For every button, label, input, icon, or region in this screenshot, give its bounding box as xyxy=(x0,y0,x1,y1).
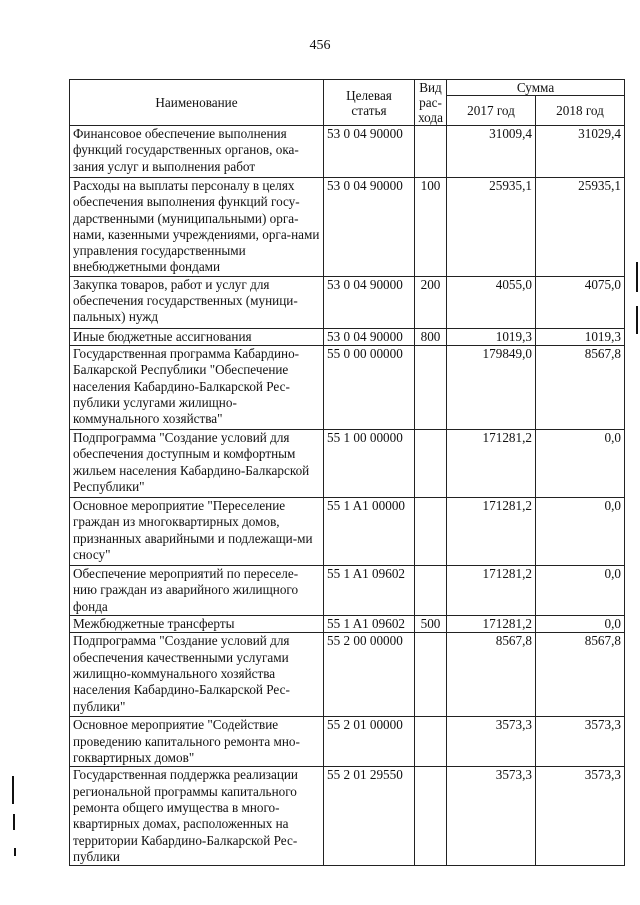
row-name-cell: Расходы на выплаты персоналу в целях обеспечения выполнения функций госу-дарственными (муниципальными) орга-нами, казенными учреждениями, орга-нами управления государственными внебюджетными фондами xyxy=(70,178,324,277)
row-sum-2018-cell: 0,0 xyxy=(536,566,625,616)
row-expense-type-cell: 200 xyxy=(415,276,447,328)
row-sum-2018-cell: 3573,3 xyxy=(536,717,625,767)
row-target-code-cell: 53 0 04 90000 xyxy=(324,178,415,277)
row-name-cell: Основное мероприятие "Переселение граждан из многоквартирных домов, признанных аварийными и подлежащи-ми сносу" xyxy=(70,498,324,566)
row-expense-type-cell: 100 xyxy=(415,178,447,277)
scan-mark-right-2 xyxy=(636,306,638,334)
table-row xyxy=(70,717,625,767)
row-sum-2018-cell: 8567,8 xyxy=(536,346,625,430)
row-sum-2017-cell: 179849,0 xyxy=(447,346,536,430)
row-name-cell: Обеспечение мероприятий по переселе-нию граждан из аварийного жилищного фонда xyxy=(70,566,324,616)
scan-mark-left-2 xyxy=(13,814,15,830)
row-target-code-cell: 55 2 00 00000 xyxy=(324,633,415,717)
row-sum-2017-cell: 31009,4 xyxy=(447,126,536,178)
row-sum-2018-cell: 31029,4 xyxy=(536,126,625,178)
row-target-code-cell: 53 0 04 90000 xyxy=(324,276,415,328)
row-sum-2017-cell: 4055,0 xyxy=(447,276,536,328)
row-target-code-cell: 55 1 00 00000 xyxy=(324,430,415,498)
row-target-code-cell: 55 2 01 00000 xyxy=(324,717,415,767)
header-year-2017: 2017 год xyxy=(447,96,536,126)
header-name: Наименование xyxy=(70,80,324,126)
row-expense-type-cell: 800 xyxy=(415,328,447,345)
row-sum-2017-cell: 25935,1 xyxy=(447,178,536,277)
table-row xyxy=(70,767,625,866)
row-name-cell: Закупка товаров, работ и услуг для обеспечения государственных (муници-пальных) нужд xyxy=(70,276,324,328)
table-row xyxy=(70,430,625,498)
row-name-cell: Государственная поддержка реализации региональной программы капитального ремонта общего имущества в много-квартирных домах, расположенных на территории Кабардино-Балкарской Рес-публики xyxy=(70,767,324,866)
header-vid: Вид рас-хода xyxy=(415,80,447,126)
row-sum-2018-cell: 25935,1 xyxy=(536,178,625,277)
row-sum-2017-cell: 8567,8 xyxy=(447,633,536,717)
row-sum-2017-cell: 171281,2 xyxy=(447,566,536,616)
row-name-cell: Государственная программа Кабардино-Балкарской Республики "Обеспечение населения Кабардино-Балкарской Рес-публики услугами жилищно-коммунального хозяйства" xyxy=(70,346,324,430)
row-target-code-cell: 55 0 00 00000 xyxy=(324,346,415,430)
table-body xyxy=(70,126,625,866)
row-sum-2017-cell: 171281,2 xyxy=(447,616,536,633)
row-expense-type-cell xyxy=(415,430,447,498)
row-name-cell: Подпрограмма "Создание условий для обеспечения доступным и комфортным жильем населения Кабардино-Балкарской Республики" xyxy=(70,430,324,498)
row-expense-type-cell xyxy=(415,126,447,178)
table-row xyxy=(70,633,625,717)
header-target: Целевая статья xyxy=(324,80,415,126)
row-sum-2018-cell: 8567,8 xyxy=(536,633,625,717)
row-expense-type-cell: 500 xyxy=(415,616,447,633)
budget-table xyxy=(69,79,625,866)
scan-mark-right xyxy=(636,262,638,292)
row-sum-2018-cell: 0,0 xyxy=(536,498,625,566)
row-target-code-cell: 55 1 A1 00000 xyxy=(324,498,415,566)
table-row xyxy=(70,126,625,178)
table-row xyxy=(70,328,625,345)
row-target-code-cell: 55 1 A1 09602 xyxy=(324,616,415,633)
scan-mark-left xyxy=(12,776,14,804)
scan-mark-left-3 xyxy=(14,848,16,856)
row-expense-type-cell xyxy=(415,767,447,866)
row-expense-type-cell xyxy=(415,346,447,430)
row-sum-2018-cell: 1019,3 xyxy=(536,328,625,345)
table-row xyxy=(70,566,625,616)
row-sum-2017-cell: 1019,3 xyxy=(447,328,536,345)
row-sum-2017-cell: 3573,3 xyxy=(447,767,536,866)
row-target-code-cell: 53 0 04 90000 xyxy=(324,328,415,345)
row-expense-type-cell xyxy=(415,633,447,717)
table-row xyxy=(70,498,625,566)
row-sum-2018-cell: 0,0 xyxy=(536,430,625,498)
header-sum: Сумма xyxy=(447,80,625,96)
row-target-code-cell: 53 0 04 90000 xyxy=(324,126,415,178)
row-sum-2018-cell: 3573,3 xyxy=(536,767,625,866)
table-row xyxy=(70,178,625,277)
row-name-cell: Финансовое обеспечение выполнения функций государственных органов, ока-зания услуг и выполнения работ xyxy=(70,126,324,178)
table-row xyxy=(70,346,625,430)
table-row xyxy=(70,616,625,633)
row-expense-type-cell xyxy=(415,566,447,616)
row-name-cell: Подпрограмма "Создание условий для обеспечения качественными услугами жилищно-коммунального хозяйства населения Кабардино-Балкарской Рес-публики" xyxy=(70,633,324,717)
row-expense-type-cell xyxy=(415,498,447,566)
row-sum-2017-cell: 171281,2 xyxy=(447,430,536,498)
row-sum-2017-cell: 3573,3 xyxy=(447,717,536,767)
header-year-2018: 2018 год xyxy=(536,96,625,126)
row-sum-2017-cell: 171281,2 xyxy=(447,498,536,566)
row-target-code-cell: 55 1 A1 09602 xyxy=(324,566,415,616)
row-expense-type-cell xyxy=(415,717,447,767)
table-header xyxy=(70,80,625,126)
page-number: 456 xyxy=(309,38,331,53)
row-sum-2018-cell: 0,0 xyxy=(536,616,625,633)
row-name-cell: Основное мероприятие "Содействие проведению капитального ремонта мно-гоквартирных домов" xyxy=(70,717,324,767)
row-target-code-cell: 55 2 01 29550 xyxy=(324,767,415,866)
table-row xyxy=(70,276,625,328)
row-name-cell: Иные бюджетные ассигнования xyxy=(70,328,324,345)
row-name-cell: Межбюджетные трансферты xyxy=(70,616,324,633)
row-sum-2018-cell: 4075,0 xyxy=(536,276,625,328)
